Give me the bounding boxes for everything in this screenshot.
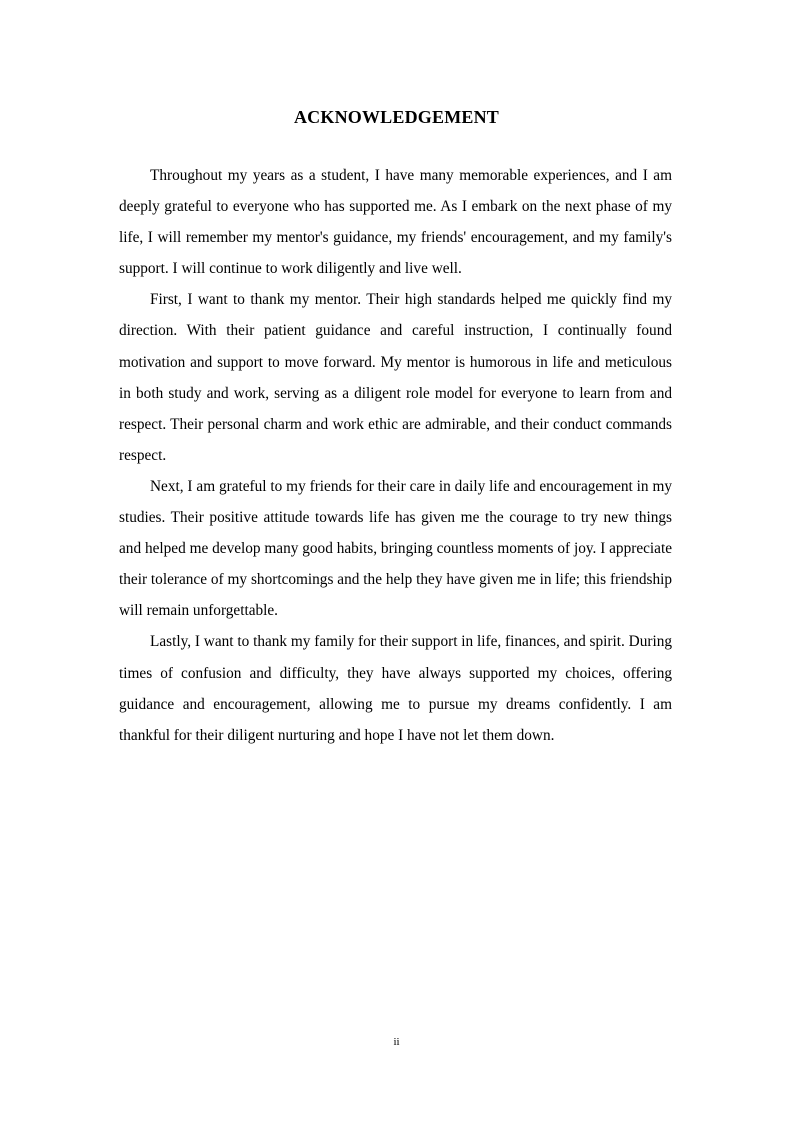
page-title: ACKNOWLEDGEMENT <box>293 107 500 127</box>
paragraph-1: Throughout my years as a student, I have many memorable experiences, and I am deeply grateful to everyone who has supported me. As I embark on the next phase of my life, I will remember my mentor's guidance, my friends' encouragement, and my family's support. I will continue to work diligently and live well. <box>119 167 672 278</box>
paragraph-2: First, I want to thank my mentor. Their high standards helped me quickly find my direction. With their patient guidance and careful instruction, I continually found motivation and support to move forward. My mentor is humorous in life and meticulous in both study and work, serving as a diligent role model for everyone to learn from and respect. Their personal charm and work ethic are admirable, and their conduct commands respect. <box>119 291 672 464</box>
body-text <box>119 160 672 751</box>
paragraph-4: Lastly, I want to thank my family for their support in life, finances, and spirit. During times of confusion and difficulty, they have always supported my choices, offering guidance and encouragement, allowing me to pursue my dreams confidently. I am thankful for their diligent nurturing and hope I have not let them down. <box>119 633 672 744</box>
page-number: ii <box>393 1036 400 1048</box>
paragraph-3: Next, I am grateful to my friends for their care in daily life and encouragement in my studies. Their positive attitude towards life has given me the courage to try new things and helped me develop many good habits, bringing countless moments of joy. I appreciate their tolerance of my shortcomings and the help they have given me in life; this friendship will remain unforgettable. <box>119 477 672 620</box>
